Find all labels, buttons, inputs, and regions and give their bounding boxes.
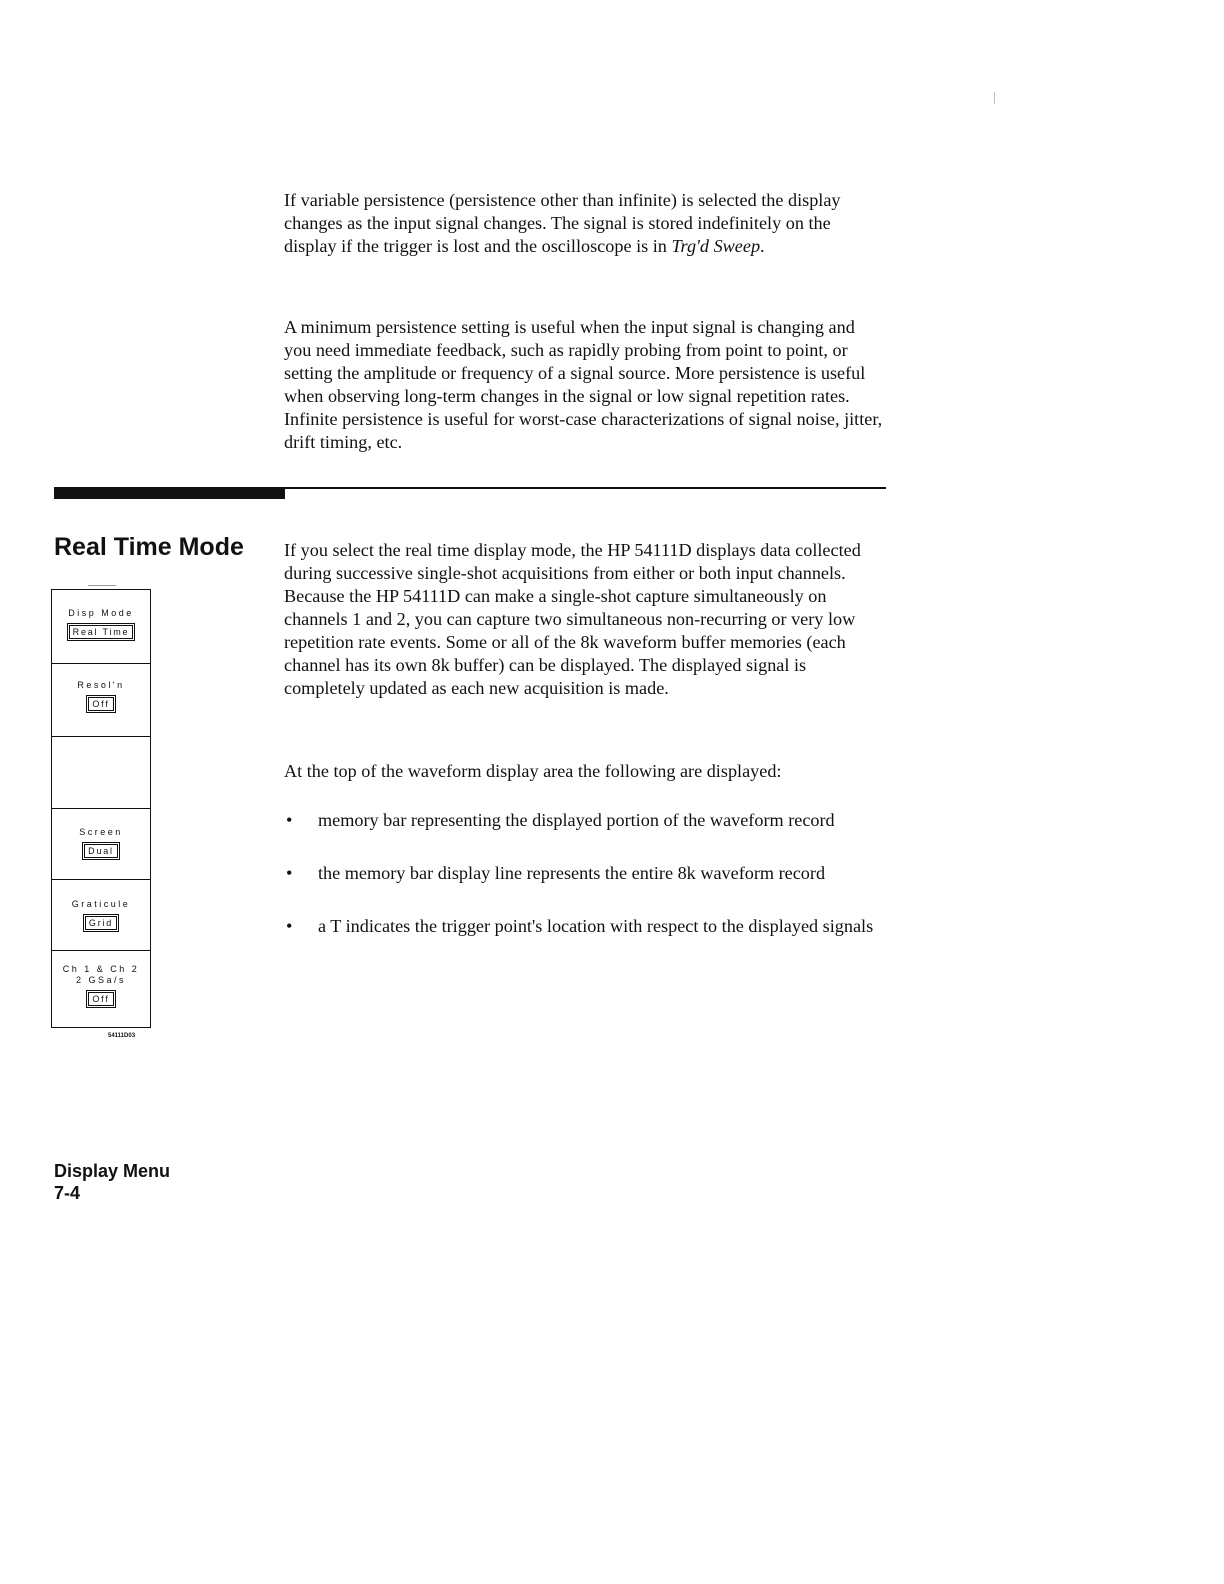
- scan-speck: [994, 92, 995, 104]
- footer-section-name: Display Menu: [54, 1161, 171, 1181]
- panel-top-mark: [88, 585, 116, 586]
- softkey-divider: [52, 663, 150, 664]
- softkey-sublabel: 2 GSa/s: [75, 975, 126, 985]
- softkey-label: Screen: [79, 827, 123, 837]
- softkey-value-box: Grid: [83, 914, 119, 932]
- trgd-sweep-term: Trg'd Sweep: [671, 236, 761, 256]
- section-divider-bar: [54, 488, 285, 499]
- real-time-paragraph-1: If you select the real time display mode, the HP 54111D displays data collected during successive single-shot acquisitions from either or both input channels. Because the HP 54111D can make a single-shot capture simultaneously on channels 1 and 2, you can capture two simultaneous non-recurring or very low repetition rate events. Some or all of the 8k waveform buffer memories (each channel has its own 8k buffer) can be displayed. The displayed signal is completely updated as each new acquisition is made.: [284, 540, 861, 698]
- bullet-icon: •: [286, 863, 293, 883]
- softkey-value-box: Off: [86, 990, 115, 1008]
- softkey-panel-figure: [51, 589, 151, 1028]
- softkey-label: Resol'n: [77, 680, 125, 690]
- section-title: Real Time Mode: [54, 533, 244, 561]
- softkey-value-box: Off: [86, 695, 115, 713]
- persistence-paragraph-1: If variable persistence (persistence other than infinite) is selected the display changes as the input signal changes. The signal is stored indefinitely on the display if the trigger is lost and the oscilloscope is in Trg'd Sweep.: [284, 190, 841, 256]
- softkey-resolution: [52, 680, 150, 713]
- list-item: • the memory bar display line represents the entire 8k waveform record: [286, 863, 826, 883]
- bullet-icon: •: [286, 916, 293, 936]
- softkey-disp-mode: [52, 608, 150, 641]
- persistence-paragraph-2: A minimum persistence setting is useful when the input signal is changing and you need immediate feedback, such as rapidly probing from point to point, or setting the amplitude or frequency of a signal source. More persistence is useful when observing long-term changes in the signal or low signal repetition rates. Infinite persistence is useful for worst-case characterizations of signal noise, jitter, drift timing, etc.: [284, 317, 883, 452]
- softkey-label: Graticule: [71, 899, 131, 909]
- list-item: • a T indicates the trigger point's location with respect to the displayed signals: [286, 916, 874, 936]
- list-item: • memory bar representing the displayed portion of the waveform record: [286, 810, 835, 830]
- softkey-divider: [52, 950, 150, 951]
- softkey-divider: [52, 879, 150, 880]
- softkey-screen: [52, 827, 150, 860]
- softkey-label: Ch 1 & Ch 2: [62, 964, 140, 974]
- display-items-list: [284, 809, 884, 938]
- real-time-paragraph-2: At the top of the waveform display area the following are displayed:: [284, 761, 782, 781]
- figure-id: 54111D03: [108, 1033, 136, 1039]
- softkey-channels: [52, 964, 150, 1008]
- softkey-graticule: [52, 899, 150, 932]
- page-number: 7-4: [54, 1183, 81, 1203]
- softkey-value-box: Dual: [82, 842, 120, 860]
- softkey-divider: [52, 808, 150, 809]
- bullet-icon: •: [286, 810, 293, 830]
- softkey-value-box: Real Time: [67, 623, 136, 641]
- softkey-divider: [52, 736, 150, 737]
- softkey-label: Disp Mode: [68, 608, 134, 618]
- page-footer: [54, 1160, 170, 1204]
